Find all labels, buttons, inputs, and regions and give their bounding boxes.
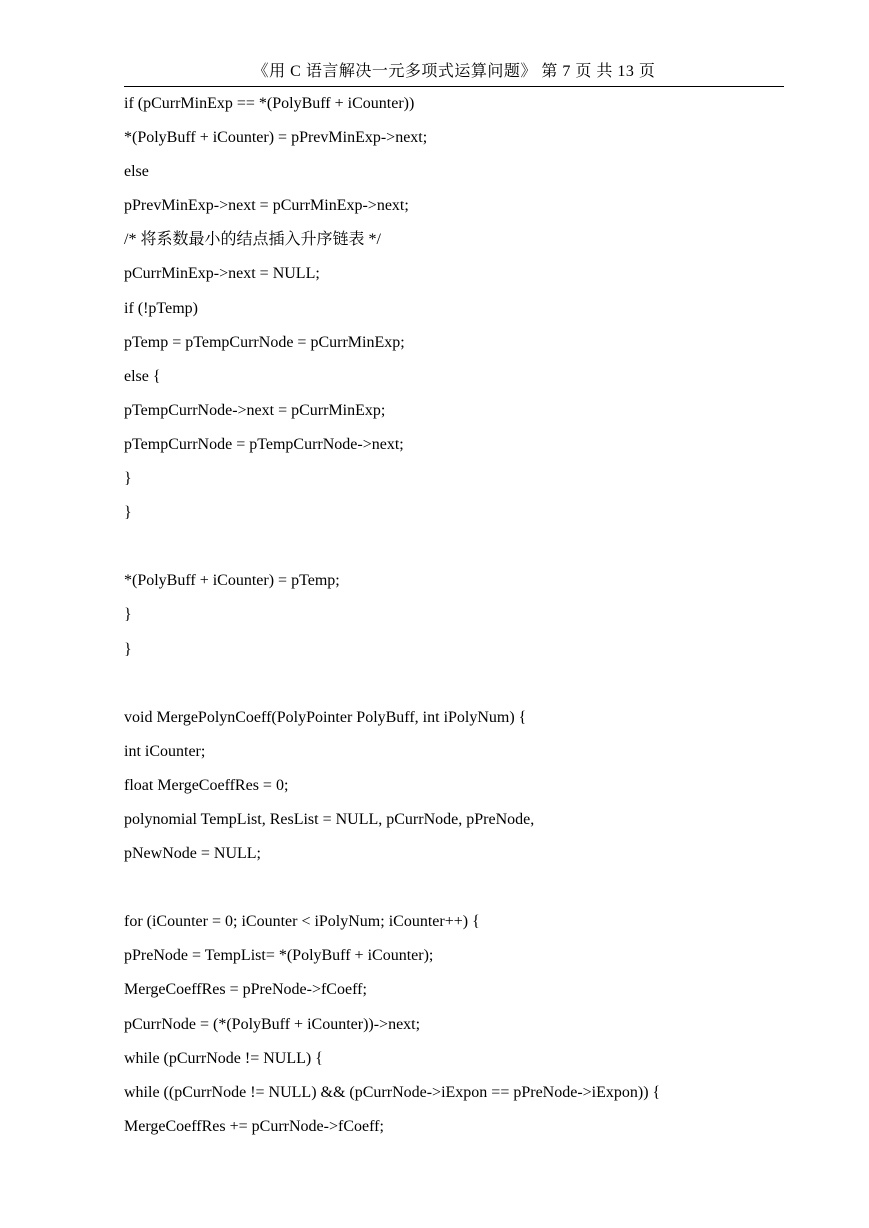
- code-line: pPreNode = TempList= *(PolyBuff + iCounter);: [124, 947, 434, 965]
- code-line: pNewNode = NULL;: [124, 845, 261, 863]
- code-line: pTemp = pTempCurrNode = pCurrMinExp;: [124, 333, 405, 351]
- code-line: pPrevMinExp->next = pCurrMinExp->next;: [124, 197, 409, 215]
- code-line: *(PolyBuff + iCounter) = pTemp;: [124, 572, 340, 590]
- code-line: }: [124, 470, 132, 488]
- code-line: while (pCurrNode != NULL) {: [124, 1049, 323, 1067]
- code-line: pTempCurrNode->next = pCurrMinExp;: [124, 401, 386, 419]
- code-line: while ((pCurrNode != NULL) && (pCurrNode->iExpon == pPreNode->iExpon)) {: [124, 1083, 661, 1101]
- code-line: else: [124, 163, 149, 181]
- blank-line: [124, 672, 804, 706]
- header-title: 《用 C 语言解决一元多项式运算问题》 第 7 页 共 13 页: [252, 63, 656, 80]
- code-line: }: [124, 606, 132, 624]
- code-line: pCurrNode = (*(PolyBuff + iCounter))->next;: [124, 1015, 421, 1033]
- code-comment: /* 将系数最小的结点插入升序链表 */: [124, 231, 381, 249]
- code-line: else {: [124, 367, 161, 385]
- code-line: pCurrMinExp->next = NULL;: [124, 265, 320, 283]
- blank-line: [124, 876, 804, 910]
- code-line: *(PolyBuff + iCounter) = pPrevMinExp->next;: [124, 129, 428, 147]
- code-line: MergeCoeffRes += pCurrNode->fCoeff;: [124, 1117, 384, 1135]
- code-line: void MergePolynCoeff(PolyPointer PolyBuff, int iPolyNum) {: [124, 708, 527, 726]
- code-line: }: [124, 504, 132, 522]
- code-line: pTempCurrNode = pTempCurrNode->next;: [124, 435, 404, 453]
- blank-line: [124, 535, 804, 569]
- code-line: MergeCoeffRes = pPreNode->fCoeff;: [124, 981, 367, 999]
- code-line: polynomial TempList, ResList = NULL, pCurrNode, pPreNode,: [124, 810, 535, 828]
- code-listing: [124, 92, 804, 1149]
- code-line: int iCounter;: [124, 742, 206, 760]
- code-line: float MergeCoeffRes = 0;: [124, 776, 289, 794]
- code-line: for (iCounter = 0; iCounter < iPolyNum; iCounter++) {: [124, 913, 480, 931]
- code-line: if (!pTemp): [124, 299, 198, 317]
- page-header: [124, 62, 784, 87]
- code-line: }: [124, 640, 132, 658]
- code-line: if (pCurrMinExp == *(PolyBuff + iCounter)): [124, 95, 415, 112]
